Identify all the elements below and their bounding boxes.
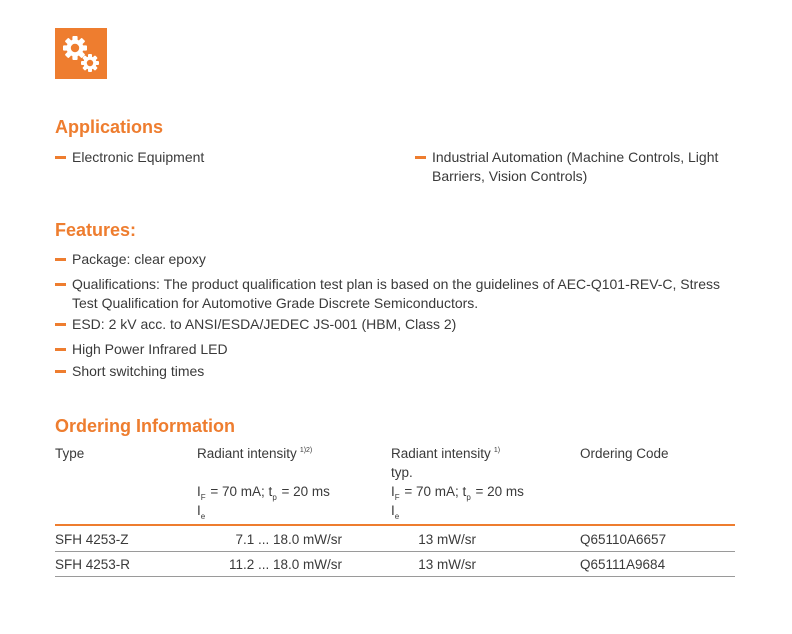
table-cell-code: Q65110A6657 bbox=[580, 532, 667, 547]
features-item: ESD: 2 kV acc. to ANSI/ESDA/JEDEC JS-001 (HBM, Class 2) bbox=[55, 315, 735, 334]
header-typ: typ. bbox=[391, 465, 413, 480]
table-cell-type: SFH 4253-Z bbox=[55, 532, 129, 547]
applications-item: Industrial Automation (Machine Controls, Light Barriers, Vision Controls) bbox=[415, 148, 735, 186]
table-cell-type: SFH 4253-R bbox=[55, 557, 131, 572]
applications-item: Electronic Equipment bbox=[55, 148, 385, 167]
bullet-dash bbox=[55, 156, 66, 159]
table-cell-typ: 13 mW/sr bbox=[418, 532, 476, 547]
header-ordering-code: Ordering Code bbox=[580, 446, 669, 461]
header-condition: $I_F = 70$ mA; $t_p = 20$ ms bbox=[391, 484, 524, 502]
header-symbol: $I_e$ bbox=[197, 503, 206, 521]
header-rule bbox=[55, 524, 735, 526]
table-cell-range: 11.2 ... 18.0 mW/sr bbox=[228, 557, 342, 572]
logo-badge bbox=[55, 28, 107, 79]
header-condition: $I_F = 70$ mA; $t_p = 20$ ms bbox=[197, 484, 330, 502]
header-type: Type bbox=[55, 446, 85, 461]
bullet-dash bbox=[415, 156, 426, 159]
features-item: High Power Infrared LED bbox=[55, 340, 735, 359]
ordering-heading: Ordering Information bbox=[55, 416, 235, 436]
bullet-dash bbox=[55, 258, 66, 261]
features-heading: Features: bbox=[55, 220, 137, 240]
bullet-dash bbox=[55, 283, 66, 286]
header-radiant-intensity: Radiant intensity $^{1)2)}$ bbox=[197, 446, 313, 461]
bullet-dash bbox=[55, 370, 66, 373]
bullet-dash bbox=[55, 348, 66, 351]
features-item: Package: clear epoxy bbox=[55, 250, 735, 269]
applications-heading: Applications bbox=[55, 117, 164, 137]
table-cell-typ: 13 mW/sr bbox=[418, 557, 476, 572]
header-radiant-intensity-typ: Radiant intensity $^{1)}$ bbox=[391, 446, 501, 461]
bullet-dash bbox=[55, 323, 66, 326]
table-cell-range: 7.1 ... 18.0 mW/sr bbox=[235, 532, 342, 547]
table-cell-code: Q65111A9684 bbox=[580, 557, 666, 572]
row-divider bbox=[55, 576, 735, 577]
row-divider bbox=[55, 551, 735, 552]
features-item: Short switching times bbox=[55, 362, 735, 381]
header-symbol: $I_e$ bbox=[391, 503, 400, 521]
features-item: Qualifications: The product qualification test plan is based on the guidelines of AEC-Q101-REV-C, Stress Test Qualification for Automotive Grade Discrete Semiconductors. bbox=[55, 275, 735, 313]
gears-icon bbox=[55, 28, 107, 79]
